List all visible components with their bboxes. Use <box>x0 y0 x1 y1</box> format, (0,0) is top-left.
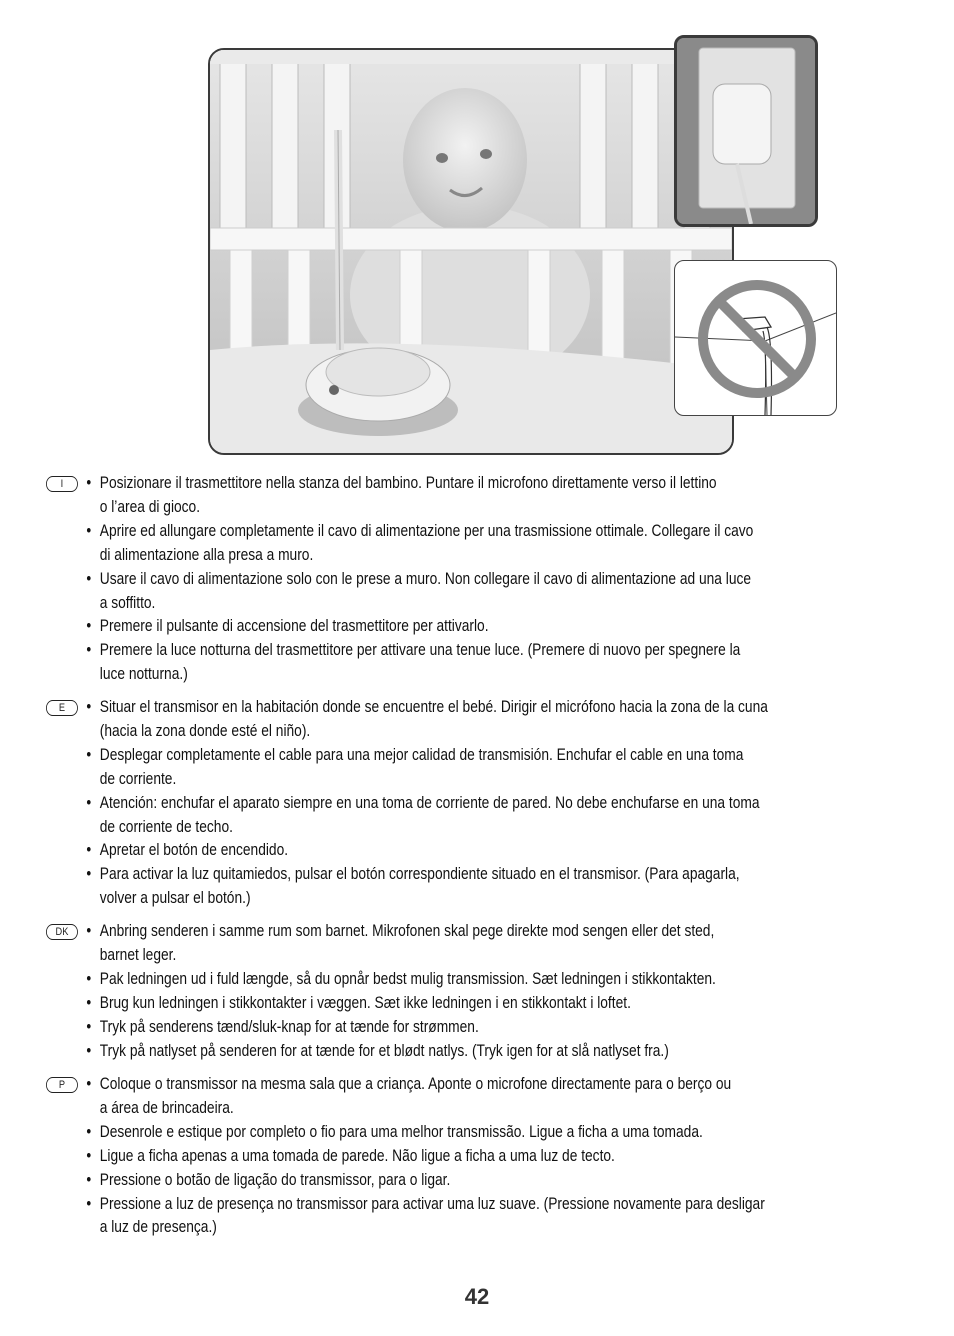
list-item: • Pak ledningen ud i fuld længde, så du opnår bedst mulig transmission. Sæt ledningen i stikkontakten. <box>86 968 760 992</box>
bullet-list-portuguese <box>46 1073 765 1240</box>
language-badge-spanish: E <box>46 700 78 716</box>
bullet-list-danish <box>46 920 760 1063</box>
language-badge-portuguese: P <box>46 1077 78 1093</box>
photo-illustration <box>210 50 732 453</box>
bullet-list-italian <box>46 472 760 687</box>
bullet-list-spanish <box>46 696 768 911</box>
list-item: • Premere la luce notturna del trasmettitore per attivare una tenue luce. (Premere di nuovo per spegnere la luce notturna.) <box>86 639 760 687</box>
instructions-italian <box>46 472 760 687</box>
list-item: • Pressione o botão de ligação do transmissor, para o ligar. <box>86 1169 760 1193</box>
wall-plug-photo <box>674 35 818 227</box>
list-item: • Premere il pulsante di accensione del trasmettitore per attivarlo. <box>86 615 760 639</box>
list-item: • Anbring senderen i samme rum som barnet. Mikrofonen skal pege direkte mod sengen eller det sted, barnet leger. <box>86 920 760 968</box>
plug-illustration <box>677 38 815 224</box>
instructions-portuguese <box>46 1073 765 1240</box>
list-item: • Desplegar completamente el cable para una mejor calidad de transmisión. Enchufar el cable en una toma de corriente. <box>86 744 760 792</box>
baby-crib-transmitter-photo <box>208 48 734 455</box>
list-item: • Posizionare il trasmettitore nella stanza del bambino. Puntare il microfono direttamente verso il lettino o l’area di gioco. <box>86 472 760 520</box>
list-item: • Desenrole e estique por completo o fio para uma melhor transmissão. Ligue a ficha a uma tomada. <box>86 1121 760 1145</box>
list-item: • Pressione a luz de presença no transmissor para activar uma luz suave. (Pressione novamente para desligar a luz de presença.) <box>86 1193 760 1241</box>
list-item: • Tryk på senderens tænd/sluk-knap for at tænde for strømmen. <box>86 1016 760 1040</box>
list-item: • Coloque o transmissor na mesma sala que a criança. Aponte o microfone directamente para o berço ou a área de brincadeira. <box>86 1073 760 1121</box>
list-item: • Usare il cavo di alimentazione solo con le prese a muro. Non collegare il cavo di alimentazione ad una luce a soffitto. <box>86 568 760 616</box>
list-item: • Para activar la luz quitamiedos, pulsar el botón correspondiente situado en el transmisor. (Para apagarla, volver a pulsar el botón.) <box>86 863 760 911</box>
list-item: • Situar el transmisor en la habitación donde se encuentre el bebé. Dirigir el micrófono hacia la zona de la cuna (hacia la zona donde esté el niño). <box>86 696 760 744</box>
list-item: • Apretar el botón de encendido. <box>86 839 760 863</box>
prohibition-icon <box>675 261 836 415</box>
no-ceiling-outlet-illustration <box>674 260 837 416</box>
instructions-danish <box>46 920 760 1063</box>
instructions-spanish <box>46 696 768 911</box>
language-badge-danish: DK <box>46 924 78 940</box>
language-badge-italian: I <box>46 476 78 492</box>
list-item: • Tryk på natlyset på senderen for at tænde for et blødt natlys. (Tryk igen for at slå natlyset fra.) <box>86 1040 760 1064</box>
page-number: 42 <box>464 1284 490 1309</box>
list-item: • Aprire ed allungare completamente il cavo di alimentazione per una trasmissione ottimale. Collegare il cavo di alimentazione alla presa a muro. <box>86 520 760 568</box>
list-item: • Brug kun ledningen i stikkontakter i væggen. Sæt ikke ledningen i en stikkontakt i loftet. <box>86 992 760 1016</box>
list-item: • Atención: enchufar el aparato siempre en una toma de corriente de pared. No debe enchufarse en una toma de corriente de techo. <box>86 792 760 840</box>
list-item: • Ligue a ficha apenas a uma tomada de parede. Não ligue a ficha a uma luz de tecto. <box>86 1145 760 1169</box>
